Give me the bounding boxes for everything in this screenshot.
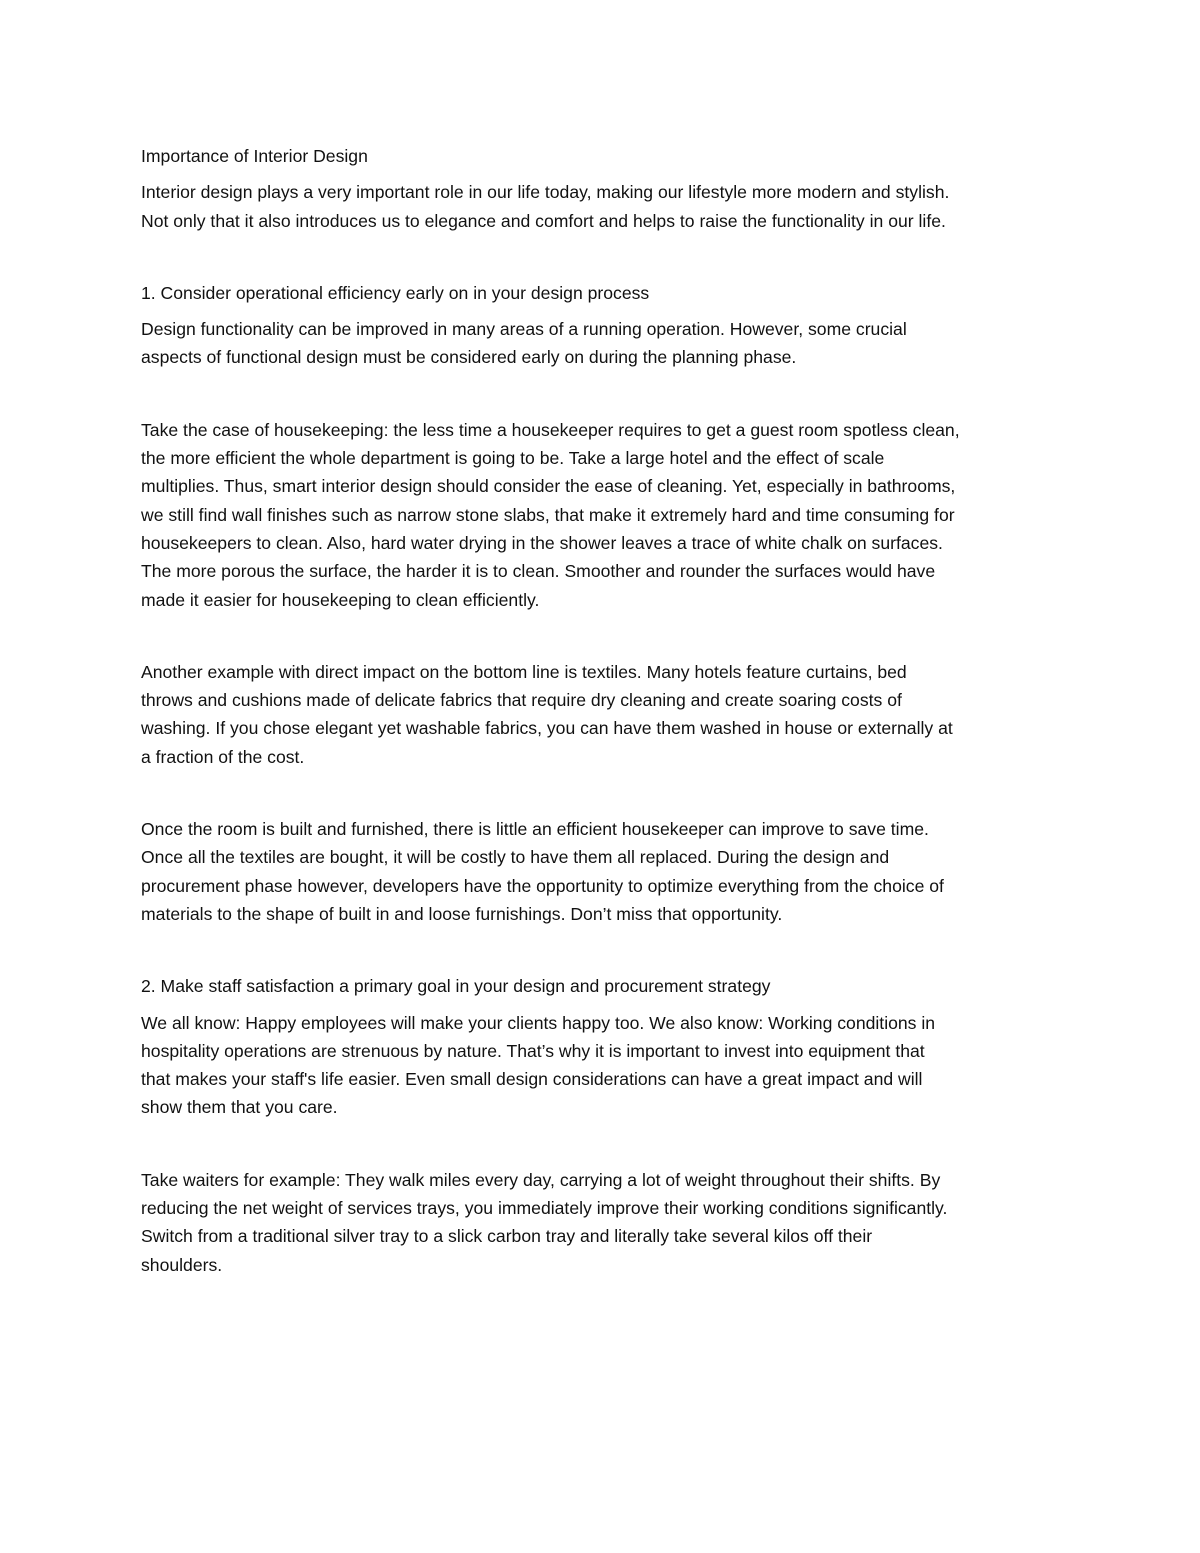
section-2-paragraph-2 (141, 1166, 1066, 1279)
text-line: Take the case of housekeeping: the less time a housekeeper requires to get a guest room spotless clean, (141, 419, 960, 440)
section-1-heading (141, 279, 1066, 307)
text-line: reducing the net weight of services trays, you immediately improve their working conditions significantly. (141, 1198, 948, 1219)
document-title (141, 142, 1066, 170)
section-1-paragraph-4 (141, 815, 1066, 928)
text-line: Once all the textiles are bought, it will be costly to have them all replaced. During the design and (141, 847, 890, 868)
text-line: Switch from a traditional silver tray to a slick carbon tray and literally take several kilos off their (141, 1226, 873, 1247)
text-line: 2. Make staff satisfaction a primary goal in your design and procurement strategy (141, 976, 771, 997)
text-line: the more efficient the whole department is going to be. Take a large hotel and the effect of scale (141, 448, 885, 469)
text-line: that makes your staff's life easier. Even small design considerations can have a great impact and will (141, 1069, 923, 1090)
text-line: throws and cushions made of delicate fabrics that require dry cleaning and create soaring costs of (141, 690, 902, 711)
section-2-heading (141, 972, 1066, 1000)
section-2-paragraph-1 (141, 1009, 1066, 1122)
text-line: materials to the shape of built in and loose furnishings. Don’t miss that opportunity. (141, 903, 783, 924)
text-line: housekeepers to clean. Also, hard water drying in the shower leaves a trace of white chalk on surfaces. (141, 532, 943, 553)
section-1-paragraph-2 (141, 416, 1066, 614)
intro-paragraph (141, 178, 1066, 235)
text-line: Not only that it also introduces us to elegance and comfort and helps to raise the functionality in our life. (141, 210, 946, 231)
text-line: Another example with direct impact on the bottom line is textiles. Many hotels feature curtains, bed (141, 661, 907, 682)
text-line: aspects of functional design must be considered early on during the planning phase. (141, 347, 797, 368)
text-line: we still find wall finishes such as narrow stone slabs, that make it extremely hard and time consuming for (141, 504, 955, 525)
text-line: Interior design plays a very important role in our life today, making our lifestyle more modern and stylish. (141, 182, 950, 203)
document-body (141, 142, 1066, 1279)
text-line: shoulders. (141, 1254, 223, 1275)
section-1-paragraph-3 (141, 658, 1066, 771)
text-line: The more porous the surface, the harder it is to clean. Smoother and rounder the surfaces would have (141, 561, 936, 582)
text-line: washing. If you chose elegant yet washable fabrics, you can have them washed in house or externally at (141, 718, 953, 739)
text-line: Importance of Interior Design (141, 146, 368, 166)
section-1-paragraph-1 (141, 315, 1066, 372)
text-line: multiplies. Thus, smart interior design should consider the ease of cleaning. Yet, especially in bathrooms, (141, 476, 956, 497)
text-line: 1. Consider operational efficiency early on in your design process (141, 282, 650, 303)
text-line: procurement phase however, developers have the opportunity to optimize everything from the choice of (141, 875, 944, 896)
text-line: made it easier for housekeeping to clean efficiently. (141, 589, 540, 610)
text-line: show them that you care. (141, 1097, 338, 1118)
text-line: a fraction of the cost. (141, 746, 305, 767)
text-line: hospitality operations are strenuous by nature. That’s why it is important to invest into equipment that (141, 1040, 925, 1061)
text-line: Once the room is built and furnished, there is little an efficient housekeeper can improve to save time. (141, 819, 929, 840)
text-line: Take waiters for example: They walk miles every day, carrying a lot of weight throughout their shifts. By (141, 1169, 941, 1190)
text-line: Design functionality can be improved in many areas of a running operation. However, some crucial (141, 319, 907, 340)
text-line: We all know: Happy employees will make your clients happy too. We also know: Working conditions in (141, 1012, 936, 1033)
